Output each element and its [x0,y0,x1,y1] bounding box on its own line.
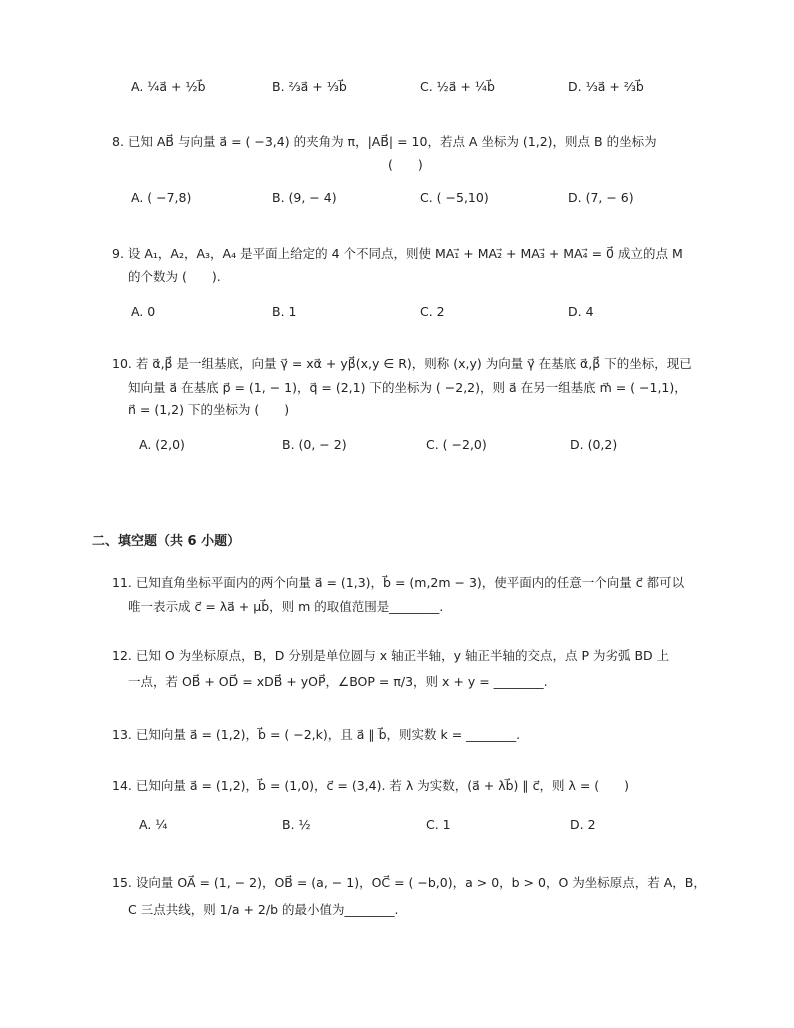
q8-option-a[interactable]: A. ( −7,8) [131,190,192,205]
section-heading: 二、填空题（共 6 小题） [92,534,241,549]
q12-stem-line1: 12. 已知 O 为坐标原点，B，D 分别是单位圆与 x 轴正半轴，y 轴正半轴的交点，点 P 为劣弧 BD 上 [112,648,670,663]
q10-option-c[interactable]: C. ( −2,0) [426,437,487,452]
q10-stem-line2: 知向量 a⃗ 在基底 p⃗ = (1, − 1)，q⃗ = (2,1) 下的坐标为 ( −2,2)，则 a⃗ 在另一组基底 m⃗ = ( −1,1)， [128,380,687,395]
q7-option-c[interactable]: C. ½a⃗ + ¼b⃗ [420,79,495,94]
q9-options [0,303,794,321]
q12-stem-line2: 一点，若 OB⃗ + OD⃗ = xDB⃗ + yOP⃗，∠BOP = π/3，则 x + y = ________. [128,674,548,689]
q10-option-b[interactable]: B. (0, − 2) [282,437,347,452]
q7-options [0,78,794,96]
q9-stem-line2: 的个数为 ( ). [128,269,221,284]
q10-option-a[interactable]: A. (2,0) [139,437,185,452]
q14-options [0,816,794,834]
q8-option-d[interactable]: D. (7, − 6) [568,190,634,205]
q8-option-c[interactable]: C. ( −5,10) [420,190,489,205]
q10-options [0,436,794,454]
q14-stem: 14. 已知向量 a⃗ = (1,2)，b⃗ = (1,0)，c⃗ = (3,4). 若 λ 为实数，(a⃗ + λb⃗) ∥ c⃗，则 λ = ( ) [112,778,630,793]
q7-option-d[interactable]: D. ⅓a⃗ + ⅔b⃗ [568,79,644,94]
q15-stem-line2: C 三点共线，则 1/a + 2/b 的最小值为________. [128,902,399,917]
q13-stem: 13. 已知向量 a⃗ = (1,2)，b⃗ = ( −2,k)，且 a⃗ ∥ b⃗，则实数 k = ________. [112,727,521,742]
q8-stem: 8. 已知 AB⃗ 与向量 a⃗ = ( −3,4) 的夹角为 π，|AB⃗| = 10，若点 A 坐标为 (1,2)，则点 B 的坐标为 [112,134,657,149]
q9-option-c[interactable]: C. 2 [420,304,445,319]
q7-option-a[interactable]: A. ¼a⃗ + ½b⃗ [131,79,206,94]
q14-option-a[interactable]: A. ¼ [139,817,168,832]
q10-stem-line1: 10. 若 α⃗,β⃗ 是一组基底，向量 γ⃗ = xα⃗ + yβ⃗(x,y ∈ R)，则称 (x,y) 为向量 γ⃗ 在基底 α⃗,β⃗ 下的坐标，现已 [112,356,692,371]
q8-option-b[interactable]: B. (9, − 4) [272,190,337,205]
q9-option-a[interactable]: A. 0 [131,304,156,319]
q9-stem-line1: 9. 设 A₁，A₂，A₃，A₄ 是平面上给定的 4 个不同点，则使 MA₁⃗ + MA₂⃗ + MA₃⃗ + MA₄⃗ = 0⃗ 成立的点 M [112,246,683,261]
q10-stem-line3: n⃗ = (1,2) 下的坐标为 ( ) [128,402,290,417]
q7-option-b[interactable]: B. ⅔a⃗ + ⅓b⃗ [272,79,347,94]
q14-option-d[interactable]: D. 2 [570,817,596,832]
q8-answer-paren: ( ) [388,157,423,172]
q11-stem-line2: 唯一表示成 c⃗ = λa⃗ + μb⃗，则 m 的取值范围是________. [128,599,444,614]
q9-option-b[interactable]: B. 1 [272,304,297,319]
q10-option-d[interactable]: D. (0,2) [570,437,618,452]
q14-option-c[interactable]: C. 1 [426,817,451,832]
q15-stem-line1: 15. 设向量 OA⃗ = (1, − 2)，OB⃗ = (a, − 1)，OC⃗ = ( −b,0)，a > 0，b > 0，O 为坐标原点，若 A，B， [112,875,706,890]
q8-options [0,189,794,207]
q14-option-b[interactable]: B. ½ [282,817,311,832]
q9-option-d[interactable]: D. 4 [568,304,594,319]
q11-stem-line1: 11. 已知直角坐标平面内的两个向量 a⃗ = (1,3)，b⃗ = (m,2m − 3)，使平面内的任意一个向量 c⃗ 都可以 [112,575,685,590]
